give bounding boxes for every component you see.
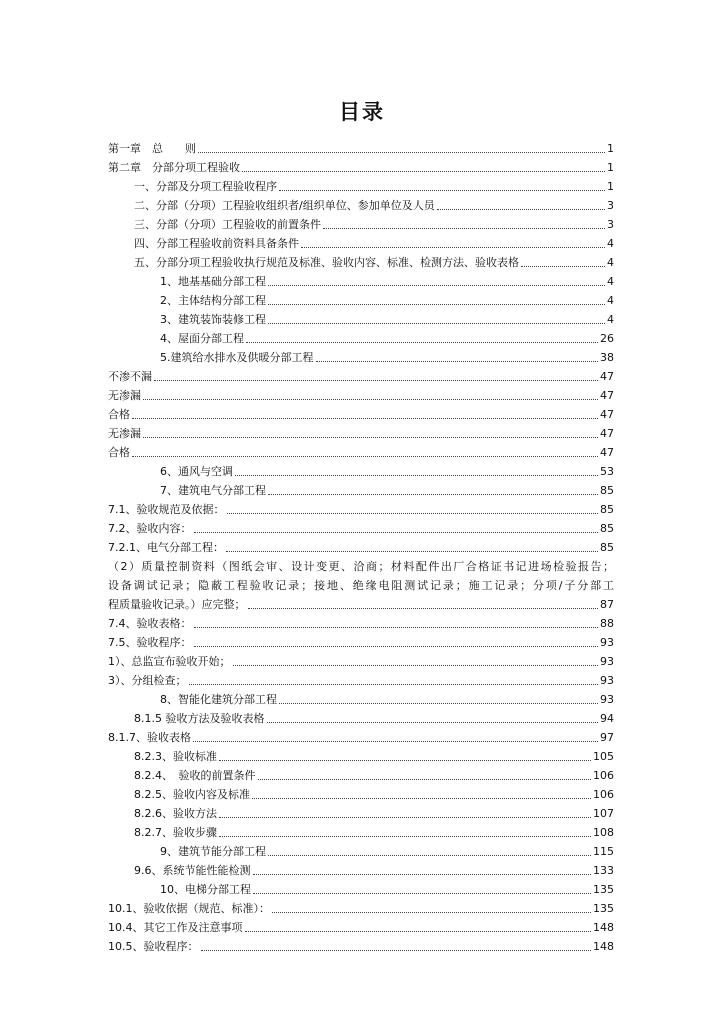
toc-entry bbox=[160, 330, 614, 348]
toc-entry bbox=[108, 596, 614, 614]
toc-dot-leader bbox=[219, 816, 591, 818]
toc-entry bbox=[134, 767, 614, 785]
toc-dot-leader bbox=[193, 740, 598, 742]
toc-entry bbox=[108, 653, 614, 671]
toc-entry-page: 105 bbox=[593, 750, 614, 763]
toc-entry-page: 85 bbox=[600, 522, 614, 535]
toc-entry-title: 6、通风与空调 bbox=[160, 465, 233, 478]
toc-entry-title: 8.2.7、验收步骤 bbox=[134, 826, 217, 839]
toc-entry-title: 9、建筑节能分部工程 bbox=[160, 845, 266, 858]
toc-entry bbox=[134, 235, 614, 253]
toc-entry-page: 135 bbox=[593, 902, 614, 915]
toc-entry-page: 3 bbox=[607, 199, 614, 212]
toc-entry-title: 8.2.5、验收内容及标准 bbox=[134, 788, 250, 801]
toc-dot-leader bbox=[316, 360, 599, 362]
toc-entry-title: 3）、分组检查； bbox=[108, 674, 187, 687]
toc-entry-page: 47 bbox=[600, 389, 614, 402]
toc-dot-leader bbox=[253, 892, 591, 894]
toc-dot-leader bbox=[268, 284, 605, 286]
toc-entry-page: 1 bbox=[607, 142, 614, 155]
toc-entry bbox=[108, 140, 614, 158]
toc-entry bbox=[108, 520, 614, 538]
toc-entry-page: 47 bbox=[600, 427, 614, 440]
toc-entry-title: 10、电梯分部工程 bbox=[160, 883, 251, 896]
toc-entry bbox=[134, 710, 614, 728]
toc-entry-page: 115 bbox=[593, 845, 614, 858]
toc-entry bbox=[134, 178, 614, 196]
toc-entry-title: 程质量验收记录。）应完整； bbox=[108, 598, 246, 611]
toc-entry-title: 2、主体结构分部工程 bbox=[160, 294, 266, 307]
toc-dot-leader bbox=[198, 151, 605, 153]
toc-entry-title: 9.6、系统节能性能检测 bbox=[134, 864, 251, 877]
toc-entry-page: 107 bbox=[593, 807, 614, 820]
toc-entry-title: 8.2.3、验收标准 bbox=[134, 750, 217, 763]
toc-entry-page: 148 bbox=[593, 921, 614, 934]
toc-entry-page: 3 bbox=[607, 218, 614, 231]
toc-dot-leader bbox=[226, 550, 598, 552]
toc-dot-leader bbox=[132, 417, 598, 419]
toc-dot-leader bbox=[219, 835, 591, 837]
toc-entry bbox=[108, 938, 614, 956]
toc-dot-leader bbox=[253, 873, 592, 875]
toc-dot-leader bbox=[437, 208, 605, 210]
toc-dot-leader bbox=[233, 664, 599, 666]
toc-entry bbox=[134, 748, 614, 766]
toc-entry-page: 4 bbox=[607, 275, 614, 288]
toc-dot-leader bbox=[235, 474, 598, 476]
toc-entry-page: 88 bbox=[600, 617, 614, 630]
toc-entry bbox=[160, 881, 614, 899]
toc-entry-title: 3、建筑装饰装修工程 bbox=[160, 313, 266, 326]
toc-entry-title: 4、屋面分部工程 bbox=[160, 332, 244, 345]
toc-entry bbox=[108, 729, 614, 747]
toc-entry-title: 7.5、验收程序： bbox=[108, 636, 192, 649]
toc-entry bbox=[160, 843, 614, 861]
toc-dot-leader bbox=[242, 170, 605, 172]
toc-entry-page: 1 bbox=[607, 180, 614, 193]
toc-entry bbox=[108, 159, 614, 177]
toc-dot-leader bbox=[268, 493, 598, 495]
toc-entry-title: 1）、总监宣布验收开始； bbox=[108, 655, 231, 668]
toc-entry-page: 53 bbox=[600, 465, 614, 478]
toc-entry-page: 106 bbox=[593, 788, 614, 801]
toc-entry-title: 8.2.6、验收方法 bbox=[134, 807, 217, 820]
toc-entry bbox=[160, 292, 614, 310]
toc-entry bbox=[160, 311, 614, 329]
toc-entry-title: 7、建筑电气分部工程 bbox=[160, 484, 266, 497]
toc-entry-page: 93 bbox=[600, 636, 614, 649]
toc-entry-title: 四、分部工程验收前资料具备条件 bbox=[134, 237, 299, 250]
toc-dot-leader bbox=[258, 778, 592, 780]
toc-entry-title: 三、分部（分项）工程验收的前置条件 bbox=[134, 218, 321, 231]
toc-entry bbox=[134, 805, 614, 823]
toc-entry bbox=[108, 919, 614, 937]
toc-dot-leader bbox=[245, 930, 592, 932]
toc-entry bbox=[160, 349, 614, 367]
toc-entry bbox=[160, 463, 614, 481]
toc-entry-page: 4 bbox=[607, 313, 614, 326]
toc-entry-page: 133 bbox=[593, 864, 614, 877]
toc-entry-page: 148 bbox=[593, 940, 614, 953]
toc-entry-page: 94 bbox=[600, 712, 614, 725]
toc-entry-page: 85 bbox=[600, 503, 614, 516]
toc-entry-title: 无渗漏 bbox=[108, 427, 141, 440]
toc-entry-page: 47 bbox=[600, 370, 614, 383]
toc-dot-leader bbox=[194, 531, 599, 533]
toc-entry bbox=[108, 501, 614, 519]
toc-dot-leader bbox=[189, 683, 599, 685]
toc-entry bbox=[108, 539, 614, 557]
toc-entry-page: 93 bbox=[600, 655, 614, 668]
toc-entry-page: 87 bbox=[600, 598, 614, 611]
toc-dot-leader bbox=[521, 265, 605, 267]
toc-dot-leader bbox=[227, 512, 599, 514]
toc-dot-leader bbox=[132, 455, 598, 457]
page-title: 目录 bbox=[339, 100, 385, 124]
toc-entry-page: 106 bbox=[593, 769, 614, 782]
toc-dot-leader bbox=[301, 246, 605, 248]
toc-entry-title: 不渗不漏 bbox=[108, 370, 152, 383]
toc-entry-page: 108 bbox=[593, 826, 614, 839]
toc-entry bbox=[108, 444, 614, 462]
toc-entry-title: 7.4、验收表格： bbox=[108, 617, 192, 630]
toc-entry-page: 85 bbox=[600, 541, 614, 554]
toc-entry bbox=[108, 425, 614, 443]
toc-entry-title: 合格 bbox=[108, 408, 130, 421]
toc-dot-leader bbox=[272, 911, 591, 913]
toc-entry bbox=[108, 615, 614, 633]
toc-entry-page: 93 bbox=[600, 674, 614, 687]
toc-entry-page: 1 bbox=[607, 161, 614, 174]
toc-entry-title: 8.2.4、 验收的前置条件 bbox=[134, 769, 256, 782]
toc-entry bbox=[134, 786, 614, 804]
toc-entry-title: 10.4、其它工作及注意事项 bbox=[108, 921, 243, 934]
toc-paragraph-line: 设备调试记录；隐蔽工程验收记录；接地、绝缘电阻测试记录；施工记录；分项/子分部工 bbox=[108, 579, 614, 592]
toc-dot-leader bbox=[143, 398, 598, 400]
toc-dot-leader bbox=[279, 702, 598, 704]
toc-entry bbox=[134, 824, 614, 842]
toc-entry-page: 38 bbox=[600, 351, 614, 364]
toc-entry-title: 第一章 总 则 bbox=[108, 142, 196, 155]
toc-dot-leader bbox=[252, 797, 591, 799]
toc-dot-leader bbox=[201, 949, 592, 951]
toc-entry bbox=[134, 254, 614, 272]
toc-entry-page: 135 bbox=[593, 883, 614, 896]
toc-entry-page: 85 bbox=[600, 484, 614, 497]
toc-entry bbox=[108, 368, 614, 386]
toc-entry-title: 8、智能化建筑分部工程 bbox=[160, 693, 277, 706]
toc-dot-leader bbox=[154, 379, 598, 381]
toc-entry-page: 93 bbox=[600, 693, 614, 706]
toc-entry-title: 一、分部及分项工程验收程序 bbox=[134, 180, 277, 193]
toc-dot-leader bbox=[248, 607, 599, 609]
toc-entry bbox=[134, 197, 614, 215]
toc-entry-page: 26 bbox=[600, 332, 614, 345]
toc-entry-title: 7.2、验收内容： bbox=[108, 522, 192, 535]
toc-entry bbox=[108, 406, 614, 424]
toc-entry-page: 4 bbox=[607, 237, 614, 250]
toc-entry-title: 10.5、验收程序： bbox=[108, 940, 199, 953]
toc-entry bbox=[160, 482, 614, 500]
toc-dot-leader bbox=[194, 645, 599, 647]
toc-entry-title: 二、分部（分项）工程验收组织者/组织单位、参加单位及人员 bbox=[134, 199, 435, 212]
toc-dot-leader bbox=[219, 759, 591, 761]
toc-entry bbox=[108, 387, 614, 405]
toc-dot-leader bbox=[268, 303, 605, 305]
toc-entry-page: 4 bbox=[607, 294, 614, 307]
toc-dot-leader bbox=[279, 189, 605, 191]
toc-entry-title: 7.1、验收规范及依据： bbox=[108, 503, 225, 516]
toc-entry bbox=[134, 216, 614, 234]
toc-entry-page: 47 bbox=[600, 408, 614, 421]
toc-entry-title: 5.建筑给水排水及供暖分部工程 bbox=[160, 351, 314, 364]
toc-paragraph-line: （2）质量控制资料（图纸会审、设计变更、洽商；材料配件出厂合格证书记进场检验报告； bbox=[108, 560, 614, 573]
toc-entry bbox=[108, 900, 614, 918]
toc-entry-title: 7.2.1、电气分部工程： bbox=[108, 541, 224, 554]
toc-entry-title: 五、分部分项工程验收执行规范及标准、验收内容、标准、检测方法、验收表格 bbox=[134, 256, 519, 269]
toc-entry bbox=[108, 634, 614, 652]
toc-entry-page: 97 bbox=[600, 731, 614, 744]
toc-dot-leader bbox=[143, 436, 598, 438]
toc-entry-title: 第二章 分部分项工程验收 bbox=[108, 161, 240, 174]
toc-entry bbox=[134, 862, 614, 880]
toc-entry-title: 8.1.7、验收表格 bbox=[108, 731, 191, 744]
toc-entry-page: 4 bbox=[607, 256, 614, 269]
toc-entry-title: 1、地基基础分部工程 bbox=[160, 275, 266, 288]
toc-entry-title: 8.1.5 验收方法及验收表格 bbox=[134, 712, 265, 725]
toc-dot-leader bbox=[323, 227, 605, 229]
toc-dot-leader bbox=[268, 854, 591, 856]
toc-dot-leader bbox=[267, 721, 599, 723]
toc-entry-page: 47 bbox=[600, 446, 614, 459]
toc-entry bbox=[160, 273, 614, 291]
toc-entry bbox=[160, 691, 614, 709]
toc-entry-title: 10.1、验收依据（规范、标准）： bbox=[108, 902, 270, 915]
toc-entry-title: 合格 bbox=[108, 446, 130, 459]
toc-entry bbox=[108, 672, 614, 690]
toc-dot-leader bbox=[268, 322, 605, 324]
toc-dot-leader bbox=[194, 626, 599, 628]
toc-entry-title: 无渗漏 bbox=[108, 389, 141, 402]
toc-dot-leader bbox=[246, 341, 598, 343]
